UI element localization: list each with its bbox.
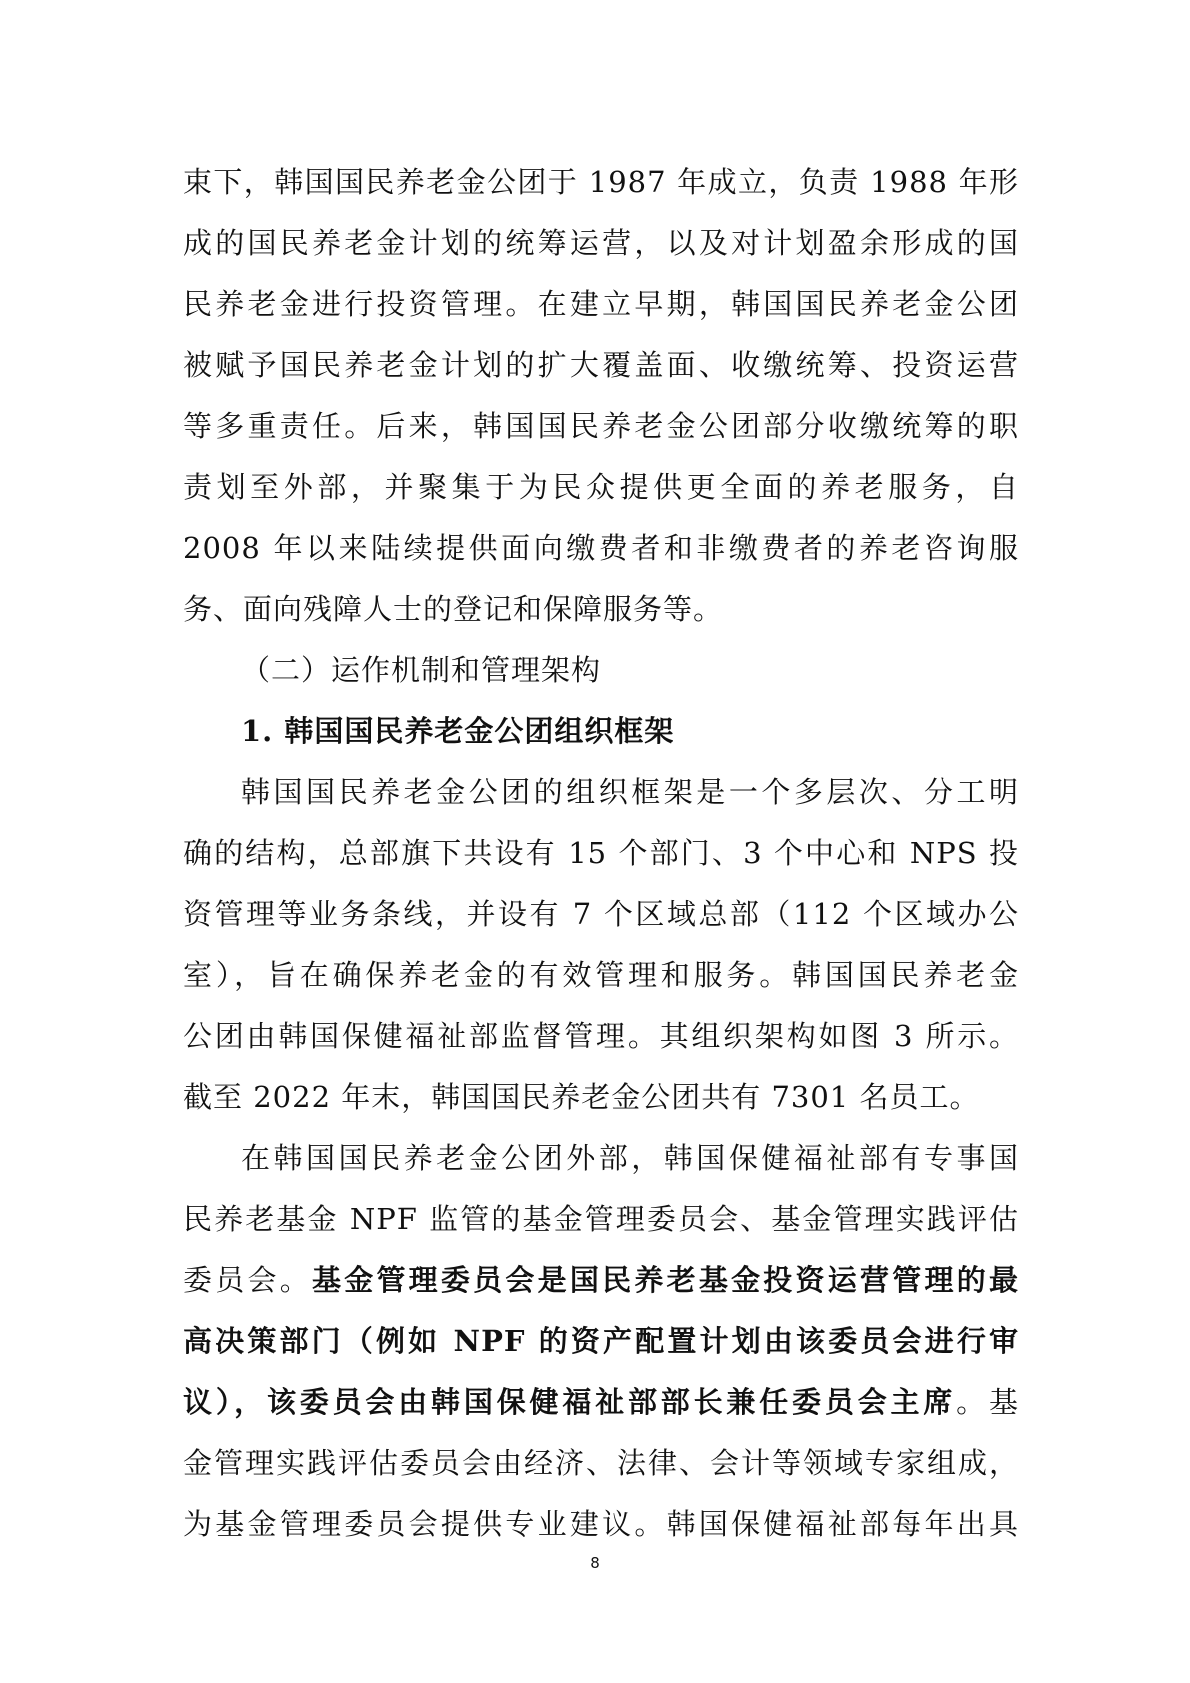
text-line: 资管理等业务条线，并设有 7 个区域总部（112 个区域办公 (183, 897, 1019, 931)
bold-text-line: 高决策部门（例如 NPF 的资产配置计划由该委员会进行审 (183, 1324, 1019, 1358)
text-line: 确的结构，总部旗下共设有 15 个部门、3 个中心和 NPS 投 (183, 836, 1019, 870)
text-line: 责划至外部，并聚集于为民众提供更全面的养老服务，自 (183, 470, 1019, 504)
body-text (183, 152, 1019, 1555)
subsection-heading: 1. 韩国国民养老金公团组织框架 (241, 714, 675, 748)
text-line: 务、面向残障人士的登记和保障服务等。 (183, 592, 724, 626)
text-line: 等多重责任。后来，韩国国民养老金公团部分收缴统筹的职 (183, 409, 1019, 443)
section-heading: （二）运作机制和管理架构 (241, 653, 602, 687)
bold-text: 议），该委员会由韩国保健福祉部部长兼任委员会主席 (183, 1385, 957, 1419)
normal-text: 委员会。 (183, 1263, 312, 1297)
page-number: 8 (590, 1554, 600, 1572)
paragraph-2 (183, 762, 1019, 1128)
bold-text: 基金管理委员会是国民养老基金投资运营管理的最 (311, 1263, 1019, 1297)
text-line: 室），旨在确保养老金的有效管理和服务。韩国国民养老金 (183, 958, 1019, 992)
text-line: 2008 年以来陆续提供面向缴费者和非缴费者的养老咨询服 (183, 531, 1019, 565)
text-line (183, 1372, 1019, 1433)
paragraph-1 (183, 152, 1019, 640)
normal-text: 。基 (956, 1385, 1019, 1419)
text-line: 金管理实践评估委员会由经济、法律、会计等领域专家组成， (183, 1446, 1019, 1480)
text-line: 韩国国民养老金公团的组织框架是一个多层次、分工明 (241, 775, 1019, 809)
paragraph-3 (183, 1128, 1019, 1555)
text-line: 公团由韩国保健福祉部监督管理。其组织架构如图 3 所示。 (183, 1019, 1019, 1053)
text-line: 束下，韩国国民养老金公团于 1987 年成立，负责 1988 年形 (183, 165, 1019, 199)
text-line: 民养老金进行投资管理。在建立早期，韩国国民养老金公团 (183, 287, 1019, 321)
text-line: 截至 2022 年末，韩国国民养老金公团共有 7301 名员工。 (183, 1080, 980, 1114)
text-line (183, 1250, 1019, 1311)
text-line: 为基金管理委员会提供专业建议。韩国保健福祉部每年出具 (183, 1507, 1019, 1541)
text-line: 民养老基金 NPF 监管的基金管理委员会、基金管理实践评估 (183, 1202, 1019, 1236)
text-line: 成的国民养老金计划的统筹运营，以及对计划盈余形成的国 (183, 226, 1019, 260)
text-line: 在韩国国民养老金公团外部，韩国保健福祉部有专事国 (241, 1141, 1019, 1175)
text-line: 被赋予国民养老金计划的扩大覆盖面、收缴统筹、投资运营 (183, 348, 1019, 382)
